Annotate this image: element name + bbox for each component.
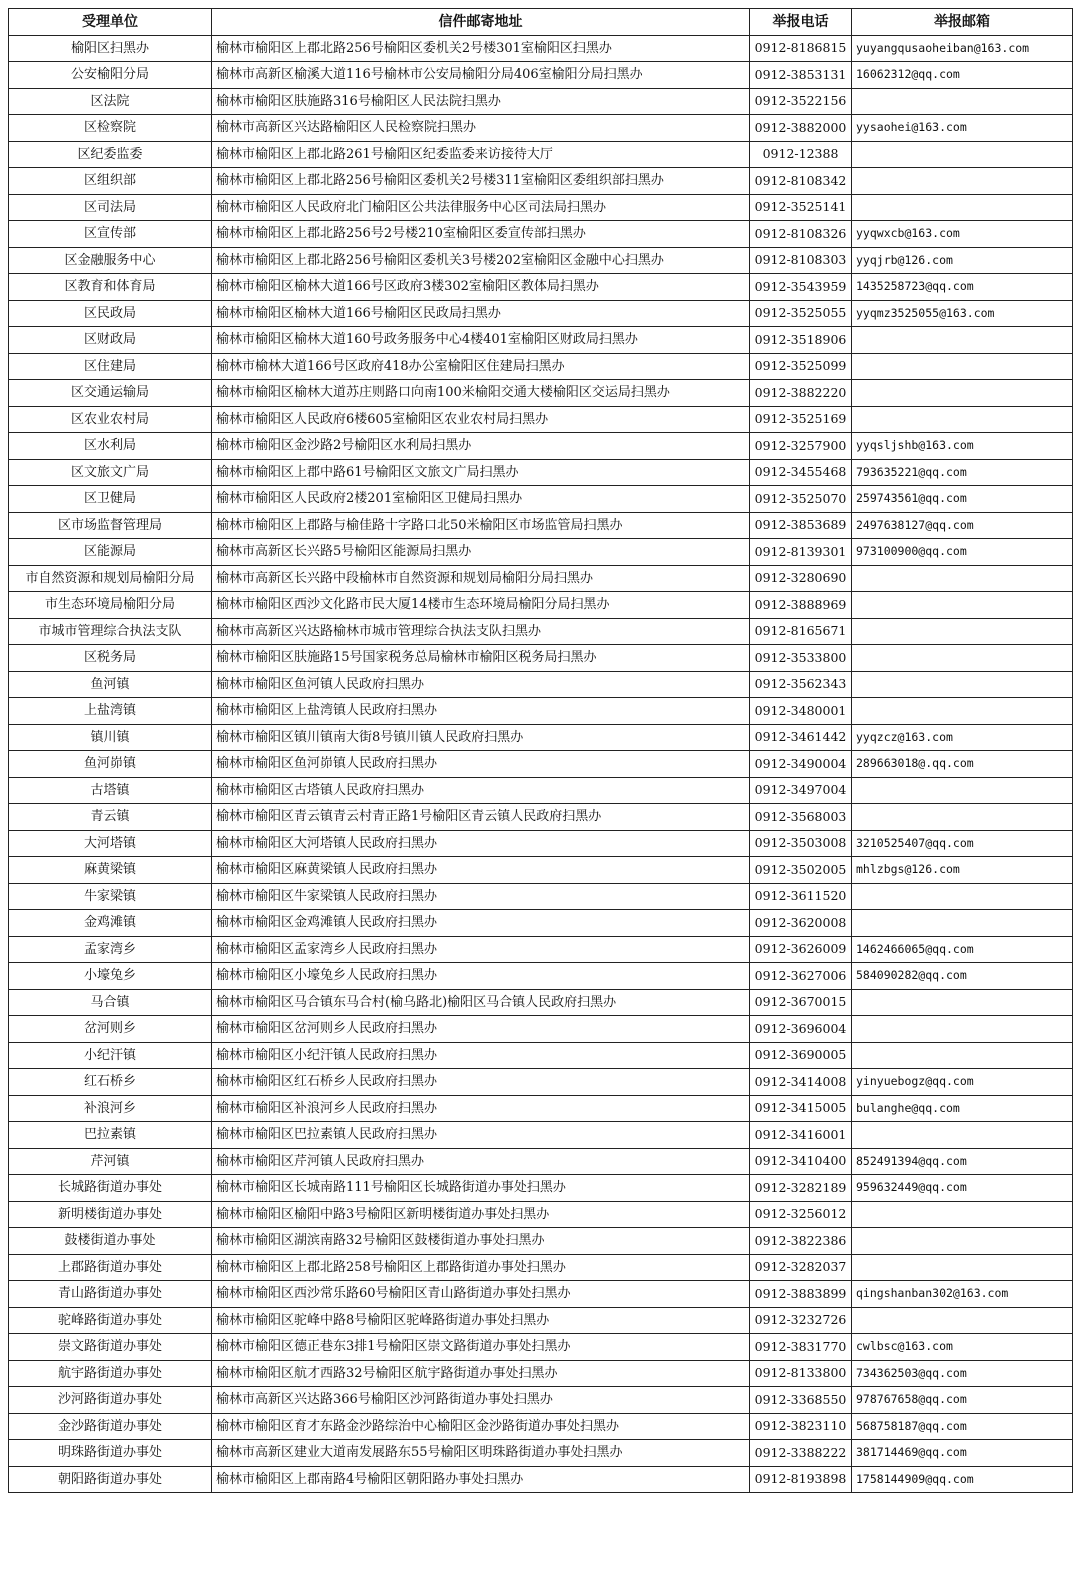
table-row [9,62,1073,89]
cell-email [852,380,1073,407]
cell-email [852,1042,1073,1069]
cell-unit: 红石桥乡 [9,1069,212,1096]
cell-phone: 0912-3853689 [750,512,852,539]
cell-address: 榆林市高新区建业大道南发展路东55号榆阳区明珠路街道办事处扫黑办 [212,1440,750,1467]
table-row [9,35,1073,62]
cell-phone: 0912-3627006 [750,963,852,990]
cell-unit: 区文旅文广局 [9,459,212,486]
table-row [9,1228,1073,1255]
cell-address: 榆林市榆阳区岔河则乡人民政府扫黑办 [212,1016,750,1043]
table-row [9,724,1073,751]
cell-phone: 0912-3620008 [750,910,852,937]
cell-phone: 0912-3416001 [750,1122,852,1149]
cell-address: 榆林市榆阳区孟家湾乡人民政府扫黑办 [212,936,750,963]
cell-unit: 鼓楼街道办事处 [9,1228,212,1255]
cell-email [852,406,1073,433]
cell-address: 榆林市榆阳区肤施路316号榆阳区人民法院扫黑办 [212,88,750,115]
cell-unit: 区检察院 [9,115,212,142]
table-row [9,857,1073,884]
cell-unit: 芹河镇 [9,1148,212,1175]
table-row [9,486,1073,513]
cell-phone: 0912-3823110 [750,1413,852,1440]
cell-address: 榆林市榆阳区德正巷东3排1号榆阳区崇文路街道办事处扫黑办 [212,1334,750,1361]
table-row [9,115,1073,142]
cell-address: 榆林市榆阳区榆林大道166号区政府3楼302室榆阳区教体局扫黑办 [212,274,750,301]
cell-address: 榆林市榆林大道166号区政府418办公室榆阳区住建局扫黑办 [212,353,750,380]
cell-phone: 0912-3525055 [750,300,852,327]
cell-phone: 0912-3533800 [750,645,852,672]
cell-email: yyqjrb@126.com [852,247,1073,274]
cell-email: 793635221@qq.com [852,459,1073,486]
cell-unit: 大河塔镇 [9,830,212,857]
cell-phone: 0912-3503008 [750,830,852,857]
cell-unit: 麻黄梁镇 [9,857,212,884]
table-row [9,1307,1073,1334]
cell-address: 榆林市榆阳区西沙文化路市民大厦14楼市生态环境局榆阳分局扫黑办 [212,592,750,619]
cell-unit: 公安榆阳分局 [9,62,212,89]
cell-unit: 区市场监督管理局 [9,512,212,539]
table-header-row [9,9,1073,36]
cell-email [852,194,1073,221]
cell-phone: 0912-3490004 [750,751,852,778]
cell-phone: 0912-8139301 [750,539,852,566]
cell-email [852,168,1073,195]
cell-unit: 小纪汗镇 [9,1042,212,1069]
table-row [9,1413,1073,1440]
table-row [9,433,1073,460]
cell-phone: 0912-3388222 [750,1440,852,1467]
cell-email [852,618,1073,645]
cell-email: yyqzcz@163.com [852,724,1073,751]
table-row [9,1254,1073,1281]
cell-address: 榆林市高新区兴达路榆林市城市管理综合执法支队扫黑办 [212,618,750,645]
cell-phone: 0912-3502005 [750,857,852,884]
table-row [9,751,1073,778]
cell-email: yyqmz3525055@163.com [852,300,1073,327]
cell-address: 榆林市榆阳区小壕兔乡人民政府扫黑办 [212,963,750,990]
cell-phone: 0912-3562343 [750,671,852,698]
cell-email: 1758144909@qq.com [852,1466,1073,1493]
cell-unit: 青山路街道办事处 [9,1281,212,1308]
cell-address: 榆林市榆阳区榆林大道166号榆阳区民政局扫黑办 [212,300,750,327]
cell-unit: 区教育和体育局 [9,274,212,301]
cell-unit: 区水利局 [9,433,212,460]
cell-address: 榆林市榆阳区航才西路32号榆阳区航宇路街道办事处扫黑办 [212,1360,750,1387]
cell-address: 榆林市榆阳区古塔镇人民政府扫黑办 [212,777,750,804]
cell-phone: 0912-3410400 [750,1148,852,1175]
cell-phone: 0912-3611520 [750,883,852,910]
cell-email [852,327,1073,354]
cell-phone: 0912-3480001 [750,698,852,725]
cell-address: 榆林市榆阳区青云镇青云村青正路1号榆阳区青云镇人民政府扫黑办 [212,804,750,831]
cell-address: 榆林市榆阳区麻黄梁镇人民政府扫黑办 [212,857,750,884]
cell-email [852,1122,1073,1149]
cell-email [852,1201,1073,1228]
table-row [9,1095,1073,1122]
cell-email: 978767658@qq.com [852,1387,1073,1414]
cell-email: qingshanban302@163.com [852,1281,1073,1308]
cell-address: 榆林市榆阳区榆林大道苏庄则路口向南100米榆阳交通大楼榆阳区交运局扫黑办 [212,380,750,407]
table-row [9,1201,1073,1228]
cell-address: 榆林市榆阳区上郡北路256号榆阳区委机关2号楼311室榆阳区委组织部扫黑办 [212,168,750,195]
cell-phone: 0912-8193898 [750,1466,852,1493]
cell-phone: 0912-3368550 [750,1387,852,1414]
cell-unit: 古塔镇 [9,777,212,804]
cell-email: 259743561@qq.com [852,486,1073,513]
cell-address: 榆林市高新区兴达路榆阳区人民检察院扫黑办 [212,115,750,142]
cell-phone: 0912-3696004 [750,1016,852,1043]
table-row [9,565,1073,592]
cell-unit: 区纪委监委 [9,141,212,168]
cell-unit: 区法院 [9,88,212,115]
table-row [9,1334,1073,1361]
table-row [9,380,1073,407]
table-row [9,512,1073,539]
table-row [9,1042,1073,1069]
table-row [9,194,1073,221]
table-row [9,1466,1073,1493]
cell-address: 榆林市榆阳区榆阳中路3号榆阳区新明楼街道办事处扫黑办 [212,1201,750,1228]
table-row [9,1387,1073,1414]
table-row [9,804,1073,831]
cell-email [852,645,1073,672]
cell-phone: 0912-3256012 [750,1201,852,1228]
cell-phone: 0912-3525141 [750,194,852,221]
cell-address: 榆林市榆阳区人民政府2楼201室榆阳区卫健局扫黑办 [212,486,750,513]
cell-email [852,1307,1073,1334]
cell-phone: 0912-3882000 [750,115,852,142]
cell-phone: 0912-3461442 [750,724,852,751]
cell-email: yuyangqusaoheiban@163.com [852,35,1073,62]
cell-phone: 0912-12388 [750,141,852,168]
cell-email [852,88,1073,115]
cell-address: 榆林市高新区长兴路5号榆阳区能源局扫黑办 [212,539,750,566]
cell-email: mhlzbgs@126.com [852,857,1073,884]
cell-unit: 岔河则乡 [9,1016,212,1043]
table-row [9,936,1073,963]
cell-unit: 小壕兔乡 [9,963,212,990]
cell-unit: 区金融服务中心 [9,247,212,274]
table-row [9,247,1073,274]
cell-unit: 牛家梁镇 [9,883,212,910]
cell-unit: 补浪河乡 [9,1095,212,1122]
cell-address: 榆林市榆阳区人民政府北门榆阳区公共法律服务中心区司法局扫黑办 [212,194,750,221]
cell-address: 榆林市榆阳区上郡中路61号榆阳区文旅文广局扫黑办 [212,459,750,486]
cell-phone: 0912-3282037 [750,1254,852,1281]
cell-email [852,592,1073,619]
table-row [9,1016,1073,1043]
table-row [9,327,1073,354]
table-row [9,168,1073,195]
cell-address: 榆林市榆阳区金鸡滩镇人民政府扫黑办 [212,910,750,937]
cell-email [852,989,1073,1016]
cell-unit: 长城路街道办事处 [9,1175,212,1202]
cell-phone: 0912-3626009 [750,936,852,963]
cell-unit: 沙河路街道办事处 [9,1387,212,1414]
cell-address: 榆林市榆阳区牛家梁镇人民政府扫黑办 [212,883,750,910]
table-row [9,539,1073,566]
cell-phone: 0912-8108303 [750,247,852,274]
cell-email: 381714469@qq.com [852,1440,1073,1467]
cell-email: 734362503@qq.com [852,1360,1073,1387]
cell-address: 榆林市榆阳区镇川镇南大街8号镇川镇人民政府扫黑办 [212,724,750,751]
cell-email [852,777,1073,804]
cell-unit: 上郡路街道办事处 [9,1254,212,1281]
cell-address: 榆林市榆阳区育才东路金沙路综治中心榆阳区金沙路街道办事处扫黑办 [212,1413,750,1440]
cell-address: 榆林市榆阳区马合镇东马合村(榆乌路北)榆阳区马合镇人民政府扫黑办 [212,989,750,1016]
cell-address: 榆林市榆阳区上郡北路256号榆阳区委机关3号楼202室榆阳区金融中心扫黑办 [212,247,750,274]
table-row [9,777,1073,804]
cell-phone: 0912-3883899 [750,1281,852,1308]
cell-unit: 市生态环境局榆阳分局 [9,592,212,619]
cell-phone: 0912-3543959 [750,274,852,301]
table-row [9,1440,1073,1467]
cell-email: 1462466065@qq.com [852,936,1073,963]
cell-phone: 0912-3670015 [750,989,852,1016]
cell-unit: 区宣传部 [9,221,212,248]
table-row [9,963,1073,990]
cell-phone: 0912-3882220 [750,380,852,407]
table-row [9,221,1073,248]
cell-phone: 0912-8165671 [750,618,852,645]
cell-phone: 0912-3280690 [750,565,852,592]
cell-email: 568758187@qq.com [852,1413,1073,1440]
cell-unit: 区司法局 [9,194,212,221]
cell-email [852,565,1073,592]
cell-email: 973100900@qq.com [852,539,1073,566]
cell-email [852,671,1073,698]
contact-table [8,8,1073,1493]
cell-address: 榆林市榆阳区上郡北路258号榆阳区上郡路街道办事处扫黑办 [212,1254,750,1281]
cell-unit: 区税务局 [9,645,212,672]
table-row [9,1281,1073,1308]
cell-email [852,1228,1073,1255]
table-row [9,459,1073,486]
cell-phone: 0912-3525070 [750,486,852,513]
cell-address: 榆林市榆阳区大河塔镇人民政府扫黑办 [212,830,750,857]
table-row [9,645,1073,672]
table-row [9,1148,1073,1175]
cell-email: 3210525407@qq.com [852,830,1073,857]
cell-email: yyqwxcb@163.com [852,221,1073,248]
cell-address: 榆林市高新区榆溪大道116号榆林市公安局榆阳分局406室榆阳分局扫黑办 [212,62,750,89]
cell-address: 榆林市榆阳区巴拉素镇人民政府扫黑办 [212,1122,750,1149]
cell-address: 榆林市榆阳区上郡路与榆佳路十字路口北50米榆阳区市场监管局扫黑办 [212,512,750,539]
cell-unit: 区能源局 [9,539,212,566]
table-row [9,141,1073,168]
cell-phone: 0912-3414008 [750,1069,852,1096]
table-row [9,1175,1073,1202]
cell-address: 榆林市榆阳区芹河镇人民政府扫黑办 [212,1148,750,1175]
cell-unit: 新明楼街道办事处 [9,1201,212,1228]
cell-address: 榆林市榆阳区补浪河乡人民政府扫黑办 [212,1095,750,1122]
cell-email: 852491394@qq.com [852,1148,1073,1175]
cell-address: 榆林市榆阳区上郡南路4号榆阳区朝阳路办事处扫黑办 [212,1466,750,1493]
cell-address: 榆林市榆阳区红石桥乡人民政府扫黑办 [212,1069,750,1096]
cell-address: 榆林市榆阳区鱼河镇人民政府扫黑办 [212,671,750,698]
cell-unit: 榆阳区扫黑办 [9,35,212,62]
cell-address: 榆林市榆阳区肤施路15号国家税务总局榆林市榆阳区税务局扫黑办 [212,645,750,672]
cell-phone: 0912-3853131 [750,62,852,89]
cell-address: 榆林市榆阳区上郡北路256号榆阳区委机关2号楼301室榆阳区扫黑办 [212,35,750,62]
cell-address: 榆林市榆阳区长城南路111号榆阳区长城路街道办事处扫黑办 [212,1175,750,1202]
cell-unit: 区卫健局 [9,486,212,513]
cell-address: 榆林市榆阳区榆林大道160号政务服务中心4楼401室榆阳区财政局扫黑办 [212,327,750,354]
cell-email [852,353,1073,380]
cell-phone: 0912-3525169 [750,406,852,433]
cell-unit: 金沙路街道办事处 [9,1413,212,1440]
cell-phone: 0912-8108342 [750,168,852,195]
cell-unit: 区住建局 [9,353,212,380]
cell-phone: 0912-3232726 [750,1307,852,1334]
cell-email: 1435258723@qq.com [852,274,1073,301]
table-row [9,1122,1073,1149]
cell-phone: 0912-8108326 [750,221,852,248]
cell-unit: 巴拉素镇 [9,1122,212,1149]
cell-email: 16062312@qq.com [852,62,1073,89]
cell-email [852,1016,1073,1043]
cell-email: yyqsljshb@163.com [852,433,1073,460]
cell-unit: 鱼河峁镇 [9,751,212,778]
cell-unit: 区财政局 [9,327,212,354]
cell-address: 榆林市高新区兴达路366号榆阳区沙河路街道办事处扫黑办 [212,1387,750,1414]
cell-email: 2497638127@qq.com [852,512,1073,539]
cell-address: 榆林市高新区长兴路中段榆林市自然资源和规划局榆阳分局扫黑办 [212,565,750,592]
cell-phone: 0912-3888969 [750,592,852,619]
cell-email: 959632449@qq.com [852,1175,1073,1202]
cell-email [852,698,1073,725]
cell-unit: 区交通运输局 [9,380,212,407]
cell-unit: 马合镇 [9,989,212,1016]
cell-address: 榆林市榆阳区西沙常乐路60号榆阳区青山路街道办事处扫黑办 [212,1281,750,1308]
cell-phone: 0912-3257900 [750,433,852,460]
cell-email: 584090282@qq.com [852,963,1073,990]
header-email: 举报邮箱 [852,9,1073,36]
cell-unit: 区组织部 [9,168,212,195]
cell-unit: 孟家湾乡 [9,936,212,963]
cell-phone: 0912-3522156 [750,88,852,115]
table-row [9,406,1073,433]
cell-email [852,883,1073,910]
cell-unit: 市城市管理综合执法支队 [9,618,212,645]
table-body [9,35,1073,1493]
cell-email [852,910,1073,937]
cell-unit: 崇文路街道办事处 [9,1334,212,1361]
header-phone: 举报电话 [750,9,852,36]
cell-phone: 0912-3690005 [750,1042,852,1069]
cell-phone: 0912-3822386 [750,1228,852,1255]
cell-unit: 鱼河镇 [9,671,212,698]
table-row [9,274,1073,301]
header-address: 信件邮寄地址 [212,9,750,36]
cell-unit: 区农业农村局 [9,406,212,433]
table-row [9,910,1073,937]
cell-address: 榆林市榆阳区鱼河峁镇人民政府扫黑办 [212,751,750,778]
cell-address: 榆林市榆阳区金沙路2号榆阳区水利局扫黑办 [212,433,750,460]
table-row [9,618,1073,645]
cell-address: 榆林市榆阳区湖滨南路32号榆阳区鼓楼街道办事处扫黑办 [212,1228,750,1255]
cell-unit: 市自然资源和规划局榆阳分局 [9,565,212,592]
cell-phone: 0912-3282189 [750,1175,852,1202]
cell-phone: 0912-3497004 [750,777,852,804]
cell-email: bulanghe@qq.com [852,1095,1073,1122]
cell-phone: 0912-3455468 [750,459,852,486]
cell-unit: 明珠路街道办事处 [9,1440,212,1467]
cell-email [852,1254,1073,1281]
cell-phone: 0912-3415005 [750,1095,852,1122]
table-row [9,698,1073,725]
table-row [9,353,1073,380]
cell-unit: 驼峰路街道办事处 [9,1307,212,1334]
cell-phone: 0912-3525099 [750,353,852,380]
table-row [9,88,1073,115]
cell-address: 榆林市榆阳区上郡北路256号2号楼210室榆阳区委宣传部扫黑办 [212,221,750,248]
cell-phone: 0912-8133800 [750,1360,852,1387]
cell-phone: 0912-3518906 [750,327,852,354]
cell-address: 榆林市榆阳区上郡北路261号榆阳区纪委监委来访接待大厅 [212,141,750,168]
cell-email: yinyuebogz@qq.com [852,1069,1073,1096]
cell-unit: 镇川镇 [9,724,212,751]
cell-address: 榆林市榆阳区驼峰中路8号榆阳区驼峰路街道办事处扫黑办 [212,1307,750,1334]
cell-address: 榆林市榆阳区小纪汗镇人民政府扫黑办 [212,1042,750,1069]
cell-email: yysaohei@163.com [852,115,1073,142]
cell-unit: 区民政局 [9,300,212,327]
table-row [9,1360,1073,1387]
cell-email: 289663018@.qq.com [852,751,1073,778]
table-row [9,671,1073,698]
cell-unit: 航宇路街道办事处 [9,1360,212,1387]
table-row [9,883,1073,910]
cell-unit: 上盐湾镇 [9,698,212,725]
cell-address: 榆林市榆阳区上盐湾镇人民政府扫黑办 [212,698,750,725]
cell-address: 榆林市榆阳区人民政府6楼605室榆阳区农业农村局扫黑办 [212,406,750,433]
cell-unit: 金鸡滩镇 [9,910,212,937]
cell-email [852,141,1073,168]
cell-unit: 青云镇 [9,804,212,831]
cell-email [852,804,1073,831]
table-row [9,1069,1073,1096]
cell-phone: 0912-3568003 [750,804,852,831]
cell-email: cwlbsc@163.com [852,1334,1073,1361]
table-row [9,300,1073,327]
cell-phone: 0912-8186815 [750,35,852,62]
report-contact-sheet [8,8,1072,1493]
table-row [9,830,1073,857]
header-unit: 受理单位 [9,9,212,36]
table-row [9,989,1073,1016]
table-row [9,592,1073,619]
cell-unit: 朝阳路街道办事处 [9,1466,212,1493]
cell-phone: 0912-3831770 [750,1334,852,1361]
